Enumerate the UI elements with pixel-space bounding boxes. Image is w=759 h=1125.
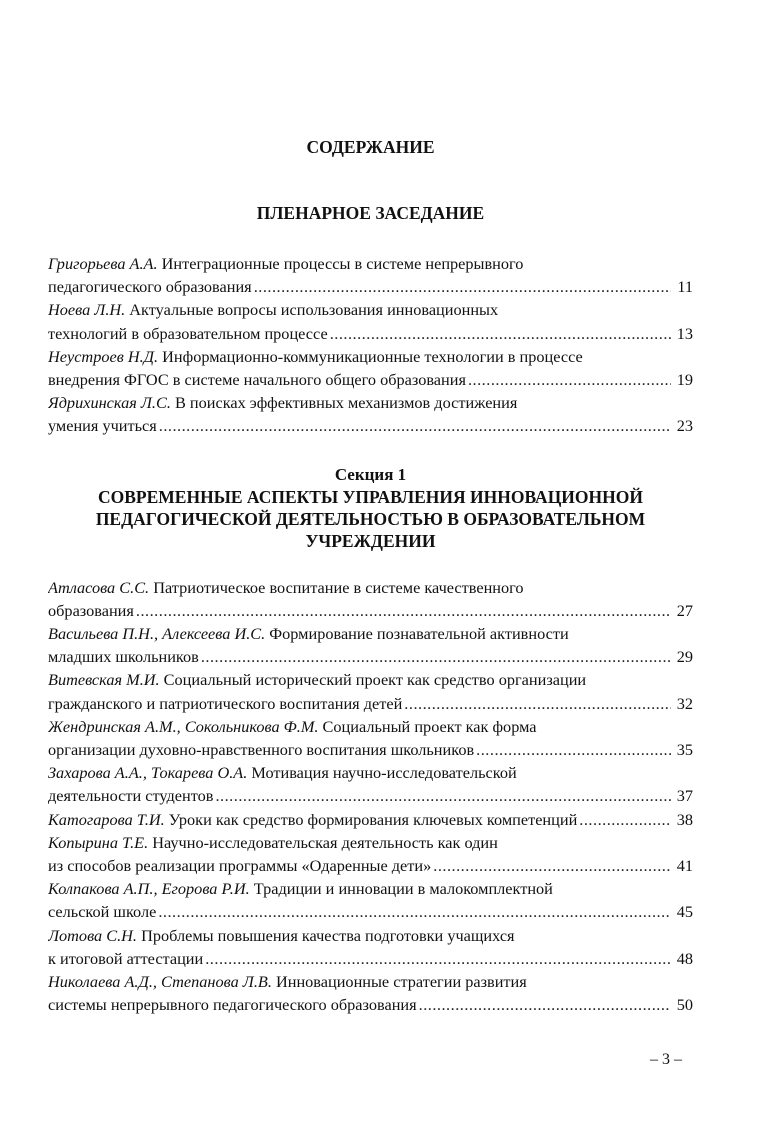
toc-entry [48,298,693,344]
entry-author: Неустроев Н.Д. [48,346,159,366]
table-of-contents [48,136,693,1016]
entry-author: Жендринская А.М., Сокольникова Ф.М. [48,716,319,736]
toc-entry [48,345,693,391]
entry-author: Захарова А.А., Токарева О.А. [48,763,248,783]
entry-page-number: 23 [676,416,693,436]
entry-page-number: 13 [676,323,693,343]
entry-author: Николаева А.Д., Степанова Л.В. [48,972,272,992]
entry-page-number: 29 [676,647,693,667]
entry-title: Патриотическое воспитание в системе качественного [149,577,524,597]
entry-title: В поисках эффективных механизмов достижения [170,393,518,413]
entry-page-number: 27 [676,600,693,620]
entry-title-continued: умения учиться [48,416,157,436]
toc-entry [48,831,693,877]
page-number: – 3 – [650,1051,682,1068]
entry-author: Васильева П.Н., Алексеева И.С. [48,624,266,644]
toc-entry [48,924,693,970]
plenary-session-title: ПЛЕНАРНОЕ ЗАСЕДАНИЕ [256,203,485,223]
entry-page-number: 50 [676,995,693,1015]
section-title-line: ПЕДАГОГИЧЕСКОЙ ДЕЯТЕЛЬНОСТЬЮ В ОБРАЗОВАТЕЛЬНОМ [95,508,646,529]
entry-author: Ядрихинская Л.С. [48,393,171,413]
entry-author: Ноева Л.Н. [48,300,126,320]
section-number: Секция 1 [334,464,407,484]
toc-entry [48,668,693,714]
entry-title: Уроки как средство формирования ключевых компетенций [164,809,578,829]
entry-title: Проблемы повышения качества подготовки учащихся [137,925,515,945]
contents-title: СОДЕРЖАНИЕ [306,137,435,157]
entry-author: Копырина Т.Е. [48,832,149,852]
dot-leader [215,784,671,807]
toc-entry [48,391,693,437]
dot-leader [159,414,671,437]
entry-page-number: 35 [676,740,693,760]
entry-page-number: 45 [676,902,693,922]
entry-title: Научно-исследовательская деятельность как один [148,832,498,852]
section-entries [48,576,693,1017]
toc-entry [48,808,693,831]
entry-title-continued: внедрения ФГОС в системе начального общего образования [48,370,466,390]
entry-title-continued: из способов реализации программы «Одаренные дети» [48,856,432,876]
entry-title-continued: организации духовно-нравственного воспитания школьников [48,740,475,760]
entry-page-number: 19 [676,370,693,390]
dot-leader [330,322,671,345]
toc-entry [48,970,693,1016]
entry-author: Катогарова Т.И. [48,809,165,829]
entry-author: Григорьева А.А. [48,254,158,273]
section-title-line: СОВРЕМЕННЫЕ АСПЕКТЫ УПРАВЛЕНИЯ ИННОВАЦИОННОЙ [98,486,643,507]
entry-title-continued: технологий в образовательном процессе [48,323,328,343]
entry-title-continued: системы непрерывного педагогического образования [48,995,417,1015]
dot-leader [158,900,671,923]
entry-page-number: 41 [676,856,693,876]
dot-leader [205,947,671,970]
toc-entry [48,622,693,668]
toc-entry [48,877,693,923]
entry-title: Традиции и инновации в малокомплектной [249,879,553,899]
dot-leader [419,993,671,1016]
entry-title-continued: младших школьников [48,647,199,667]
entry-title-continued: гражданского и патриотического воспитания детей [48,693,403,713]
toc-entry [48,252,693,298]
entry-title-continued: педагогического образования [48,277,252,297]
dot-leader [404,692,671,715]
entry-title-continued: сельской школе [48,902,157,922]
entry-author: Колпакова А.П., Егорова Р.И. [48,879,250,899]
entry-title: Информационно-коммуникационные технологии в процессе [158,346,583,366]
toc-entry [48,715,693,761]
entry-title-continued: образования [48,600,134,620]
entry-title: Интеграционные процессы в системе непрерывного [157,254,524,273]
entry-page-number: 32 [676,693,693,713]
entry-title: Социальный проект как форма [318,716,537,736]
entry-author: Витевская М.И. [48,670,160,690]
entry-title: Мотивация научно-исследовательской [247,763,517,783]
dot-leader [254,275,671,298]
entry-page-number: 38 [676,809,693,829]
entry-title: Формирование познавательной активности [265,624,569,644]
toc-entry [48,576,693,622]
plenary-entries [48,252,693,438]
dot-leader [136,599,671,622]
entry-page-number: 48 [676,948,693,968]
entry-title: Социальный исторический проект как средство организации [159,670,587,690]
entry-title: Инновационные стратегии развития [271,972,527,992]
entry-title-continued: к итоговой аттестации [48,948,204,968]
section-title [48,486,693,552]
dot-leader [468,368,671,391]
entry-title-continued: деятельности студентов [48,786,214,806]
dot-leader [476,738,671,761]
entry-author: Атласова С.С. [48,577,150,597]
entry-title: Актуальные вопросы использования инновационных [125,300,499,320]
entry-author: Лотова С.Н. [48,925,137,945]
entry-page-number: 37 [676,786,693,806]
entry-page-number: 11 [677,277,693,297]
section-title-line: УЧРЕЖДЕНИИ [305,530,436,551]
dot-leader [433,854,671,877]
dot-leader [201,645,671,668]
dot-leader [579,808,671,831]
toc-entry [48,761,693,807]
